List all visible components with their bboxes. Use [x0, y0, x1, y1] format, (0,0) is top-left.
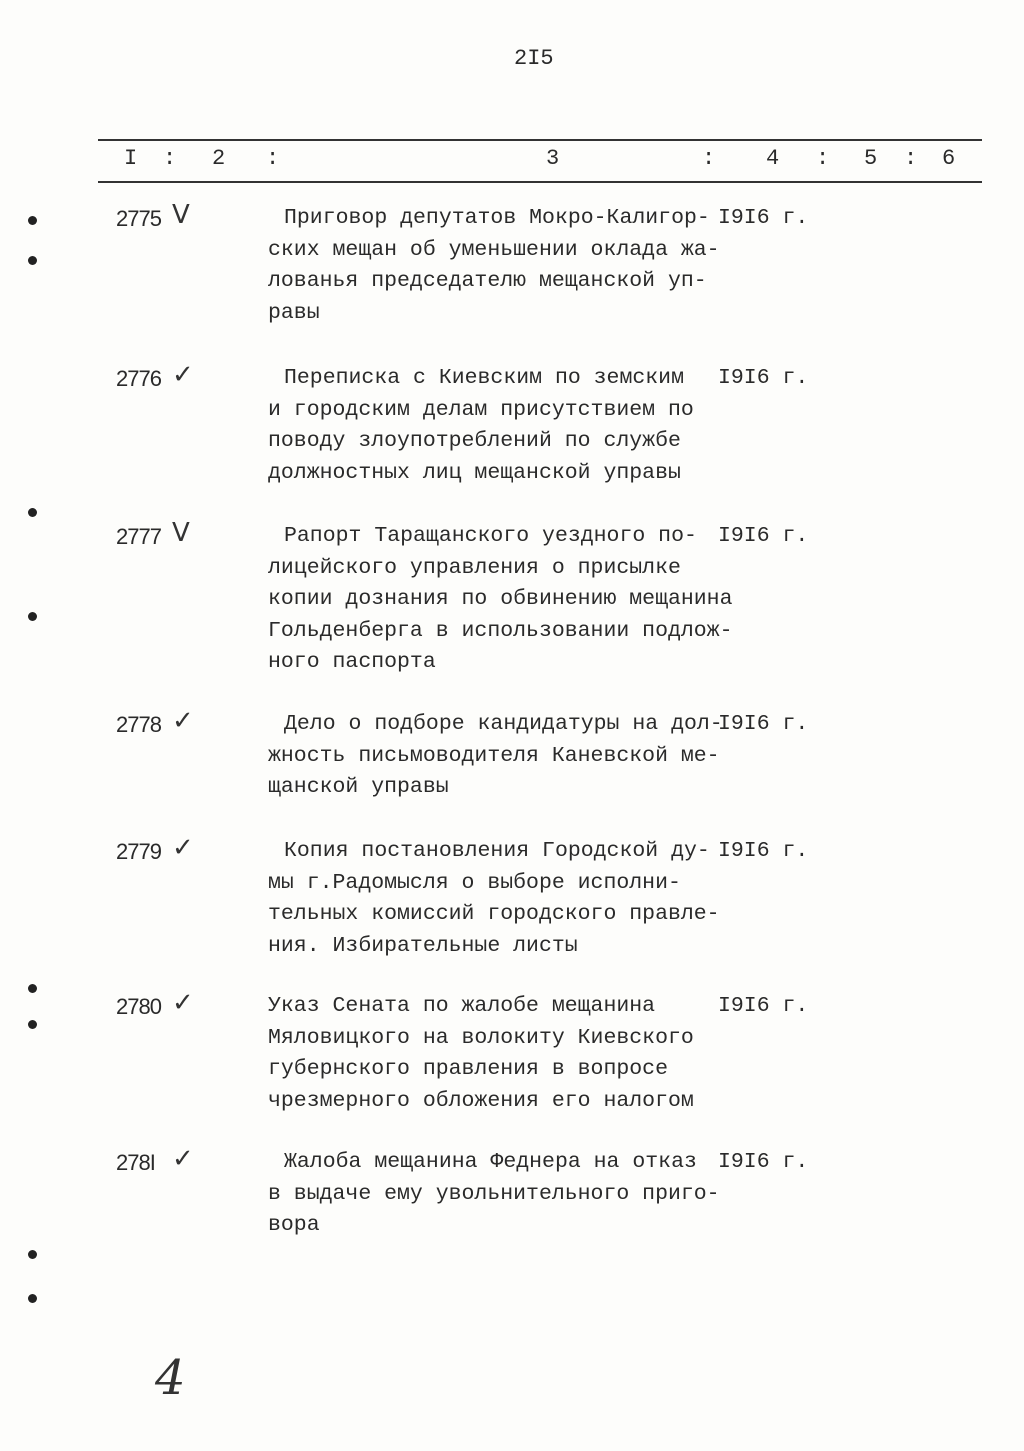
- item-description-line: Гольденберга в использовании подлож-: [268, 618, 733, 643]
- item-year: I9I6 г.: [718, 206, 809, 230]
- check-mark-icon: ✓: [172, 360, 194, 390]
- item-year: I9I6 г.: [718, 366, 809, 390]
- item-description-line: Копия постановления Городской ду-: [284, 839, 710, 863]
- item-description-line: Приговор депутатов Мокро-Калигор-: [284, 206, 710, 230]
- punch-hole: [28, 984, 37, 993]
- item-number: 278I: [116, 1150, 155, 1175]
- item-description-line: в выдаче ему увольнительного приго-: [268, 1181, 720, 1206]
- item-number: 2776: [116, 366, 161, 391]
- column-separator: :: [266, 146, 280, 171]
- item-description-line: и городским делам присутствием по: [268, 397, 694, 422]
- item-description-line: щанской управы: [268, 775, 449, 799]
- item-description-line: поводу злоупотреблений по службе: [268, 429, 681, 453]
- check-mark-icon: V: [172, 200, 190, 230]
- check-mark-icon: ✓: [172, 988, 194, 1018]
- item-description-line: жность письмоводителя Каневской ме-: [268, 743, 720, 768]
- item-description-line: Указ Сената по жалобе мещанина: [268, 994, 656, 1018]
- item-number: 2775: [116, 206, 161, 231]
- punch-hole: [28, 1250, 37, 1259]
- item-description-line: должностных лиц мещанской управы: [268, 460, 681, 485]
- item-number: 2780: [116, 994, 161, 1019]
- item-description-line: губернского правления в вопросе: [268, 1057, 668, 1081]
- item-year: I9I6 г.: [718, 712, 809, 736]
- item-description-line: Переписка с Киевским по земским: [284, 366, 684, 390]
- item-description-line: тельных комиссий городского правле-: [268, 902, 720, 926]
- punch-hole: [28, 612, 37, 621]
- item-year: I9I6 г.: [718, 994, 809, 1018]
- item-description-line: Мяловицкого на волокиту Киевского: [268, 1025, 694, 1050]
- column-separator: :: [702, 146, 716, 171]
- check-mark-icon: ✓: [172, 706, 194, 736]
- punch-hole: [28, 256, 37, 265]
- check-mark-icon: V: [172, 518, 190, 548]
- punch-hole: [28, 216, 37, 225]
- item-description-line: равы: [268, 300, 320, 325]
- item-description-line: Жалоба мещанина Феднера на отказ: [284, 1150, 697, 1174]
- column-header-1: I: [124, 146, 138, 171]
- item-description-line: Рапорт Таращанского уездного по-: [284, 524, 697, 548]
- item-description-line: лицейского управления о присылке: [268, 555, 681, 580]
- item-description-line: ских мещан об уменьшении оклада жа-: [268, 237, 720, 262]
- column-separator: :: [816, 146, 830, 171]
- check-mark-icon: ✓: [172, 833, 194, 863]
- punch-hole: [28, 508, 37, 517]
- item-number: 2778: [116, 712, 161, 737]
- item-description-line: ного паспорта: [268, 650, 436, 674]
- item-year: I9I6 г.: [718, 1150, 809, 1174]
- page-number: 2I5: [514, 46, 554, 71]
- punch-hole: [28, 1294, 37, 1303]
- item-description-line: лованья председателю мещанской уп-: [268, 269, 707, 293]
- item-description-line: копии дознания по обвинению мещанина: [268, 587, 733, 611]
- column-separator: :: [163, 146, 177, 171]
- item-description-line: чрезмерного обложения его налогом: [268, 1088, 694, 1113]
- item-number: 2779: [116, 839, 161, 864]
- item-description-line: Дело о подборе кандидатуры на дол-: [284, 712, 723, 736]
- punch-hole: [28, 1020, 37, 1029]
- item-year: I9I6 г.: [718, 839, 809, 863]
- item-description-line: мы г.Радомысля о выборе исполни-: [268, 870, 681, 895]
- item-year: I9I6 г.: [718, 524, 809, 548]
- check-mark-icon: ✓: [172, 1144, 194, 1174]
- item-number: 2777: [116, 524, 161, 549]
- table-header-bottom-rule: [98, 181, 982, 183]
- column-header-3: 3: [546, 146, 560, 171]
- handwritten-folio-mark: 4: [155, 1350, 186, 1406]
- column-header-5: 5: [864, 146, 878, 171]
- column-header-6: 6: [942, 146, 956, 171]
- column-separator: :: [904, 146, 918, 171]
- item-description-line: вора: [268, 1213, 320, 1237]
- column-header-2: 2: [212, 146, 226, 171]
- table-header-top-rule: [98, 139, 982, 141]
- item-description-line: ния. Избирательные листы: [268, 933, 578, 958]
- column-header-4: 4: [766, 146, 780, 171]
